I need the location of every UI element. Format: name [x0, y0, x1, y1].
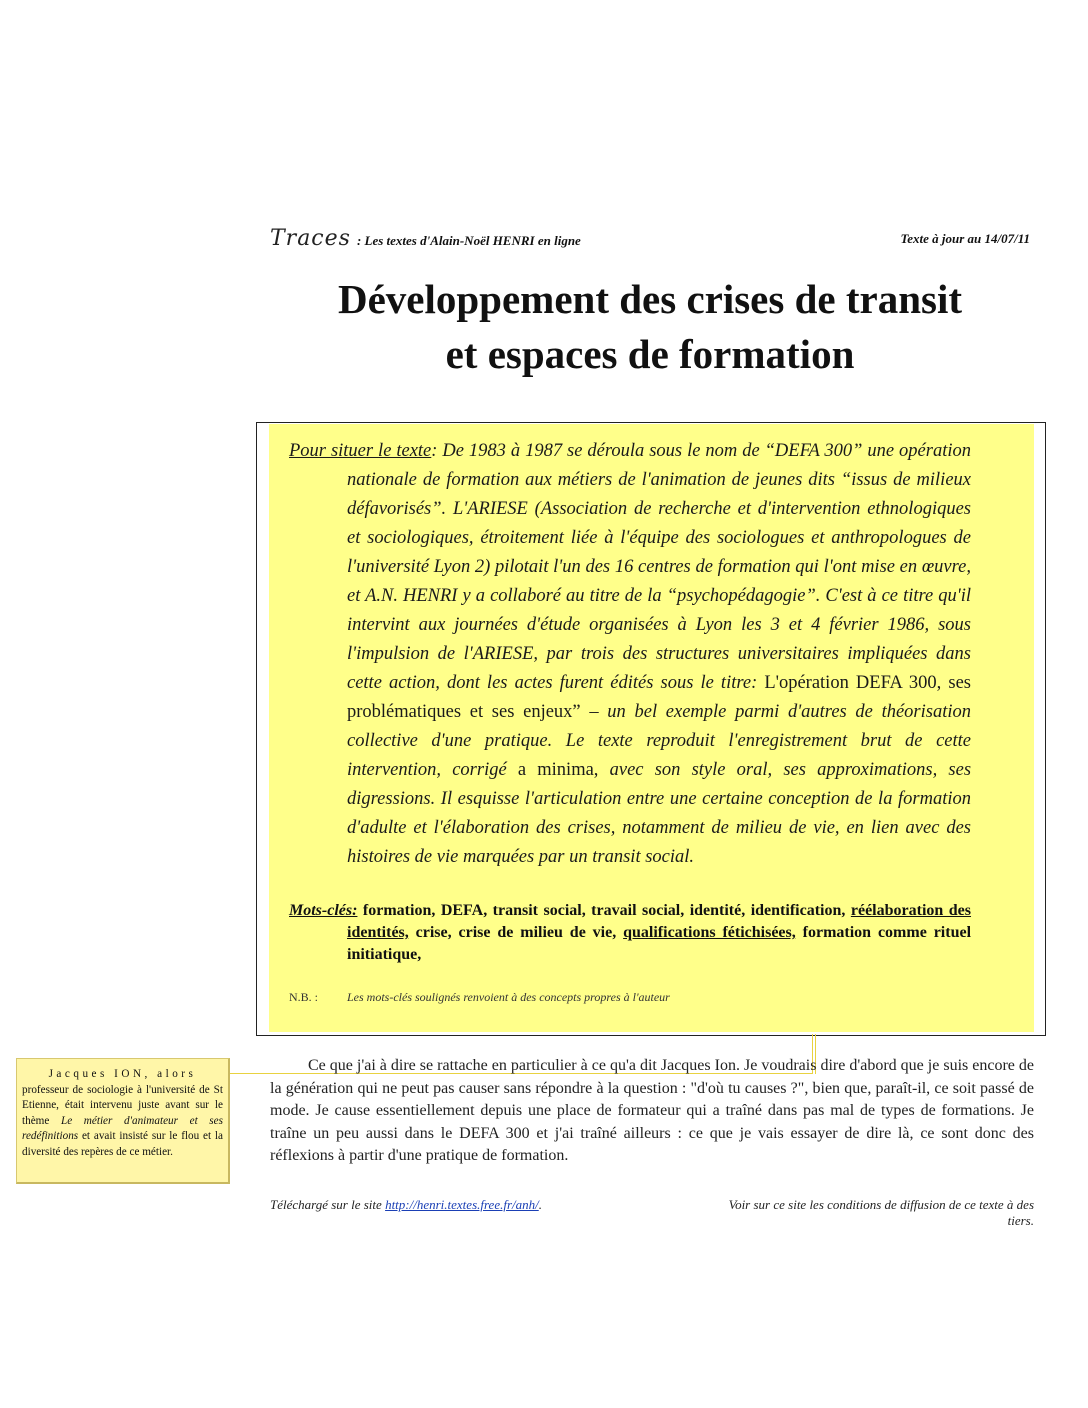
page-header — [270, 226, 1030, 250]
site-link[interactable]: http://henri.textes.free.fr/anh/ — [385, 1197, 539, 1212]
keywords-label: Mots-clés: — [289, 902, 358, 919]
comment-text-2: et avait insisté sur le flou et la diversité des repères de ce métier. — [22, 1130, 223, 1158]
document-title — [260, 272, 1040, 382]
situer-text-1: : De 1983 à 1987 se déroula sous le nom de “DEFA 300” une opération nationale de formation aux métiers de l'animation de jeunes dits “issus de milieux défavorisés”. L'ARIESE (Association de recherche et d'intervention ethnologiques et sociologiques, étroitement liée à l'équipe des sociologues et anthropologues de l'université Lyon 2) pilotait l'un des 16 centres de formation qui l'ont mise en œuvre, et A.N. HENRI y a collaboré au titre de la “psychopédagogie”. C'est à ce titre qu'il intervint aux journées d'étude organisées à Lyon les 3 et 4 février 1986, sous l'impulsion de l'ARIESE, par trois des structures universitaires impliquées dans cette action, dont les actes furent édités sous le titre: — [347, 441, 972, 693]
title-line-2: et espaces de formation — [445, 331, 855, 377]
body-text — [270, 1055, 1034, 1168]
title-line-1: Développement des crises de transit — [337, 276, 962, 322]
nb-label: N.B. : — [289, 990, 319, 1004]
footer-period: . — [538, 1197, 542, 1212]
nb-note — [289, 990, 670, 1005]
comment-italic-title: Le métier d'animateur et ses redéfinitions — [22, 1114, 223, 1142]
keywords-part-2: crise, crise de milieu de vie, — [408, 924, 624, 941]
keyword-underlined-1: réélaboration des identités, — [347, 902, 972, 941]
situer-book-title: L'opération DEFA 300, ses problématiques et ses enjeux” — [347, 673, 971, 722]
comment-text-1: professeur de sociologie à l'université de St Etienne, était intervenu juste avant sur le thème — [22, 1083, 223, 1127]
margin-comment[interactable] — [16, 1058, 230, 1184]
footer-download-text: Téléchargé sur le site — [270, 1197, 386, 1212]
header-subtitle: : Les textes d'Alain-Noël HENRI en ligne — [356, 233, 581, 248]
footer-left — [270, 1197, 542, 1213]
brand-traces: Traces — [270, 226, 351, 251]
header-date: Texte à jour au 14/07/11 — [900, 231, 1030, 246]
keywords-part-1: formation, DEFA, transit social, travail social, identité, identification, — [357, 902, 851, 919]
situer-a-minima: a minima, — [517, 760, 599, 780]
context-paragraph — [289, 437, 971, 872]
situer-label: Pour situer le texte — [289, 441, 432, 461]
footer-right: Voir sur ce site les conditions de diffusion de ce texte à des tiers. — [728, 1197, 1034, 1228]
body-paragraph: Ce que j'ai à dire se rattache en particulier à ce qu'a dit Jacques Ion. Je voudrais dire d'abord que je suis encore de la génération qui ne peut pas causer sans répondre à la question : "d'où tu causes ?", bien que, paraît-il, ce soit passé de mode. Je cause essentiellement depuis une place de formateur qui a traîné dans pas mal de types de formations. Je traîne un peu aussi dans le DEFA 300 et j'ai traîné ailleurs : ce que je vais essayer de dire là, ce sont donc des réflexions à partir d'une pratique de formation. — [270, 1057, 1034, 1164]
keywords-paragraph — [289, 900, 971, 966]
situer-text-3: avec son style oral, ses approximations, ses digressions. Il esquisse l'articulation entre une certaine conception de la formation d'adulte et l'élaboration des crises, notamment de milieu de vie, en lien avec des histoires de vie marquées par un transit social. — [347, 760, 972, 867]
nb-text: Les mots-clés soulignés renvoient à des concepts propres à l'auteur — [347, 990, 670, 1004]
situer-text-2: – un bel exemple parmi d'autres de théorisation collective d'une pratique. Le texte reproduit l'enregistrement brut de cette intervention, corrigé — [347, 702, 972, 780]
comment-first-line: Jacques ION, alors — [48, 1068, 197, 1080]
keyword-underlined-2: qualifications fétichisées, — [623, 924, 796, 941]
keywords-part-3: formation comme rituel initiatique, — [347, 924, 972, 963]
